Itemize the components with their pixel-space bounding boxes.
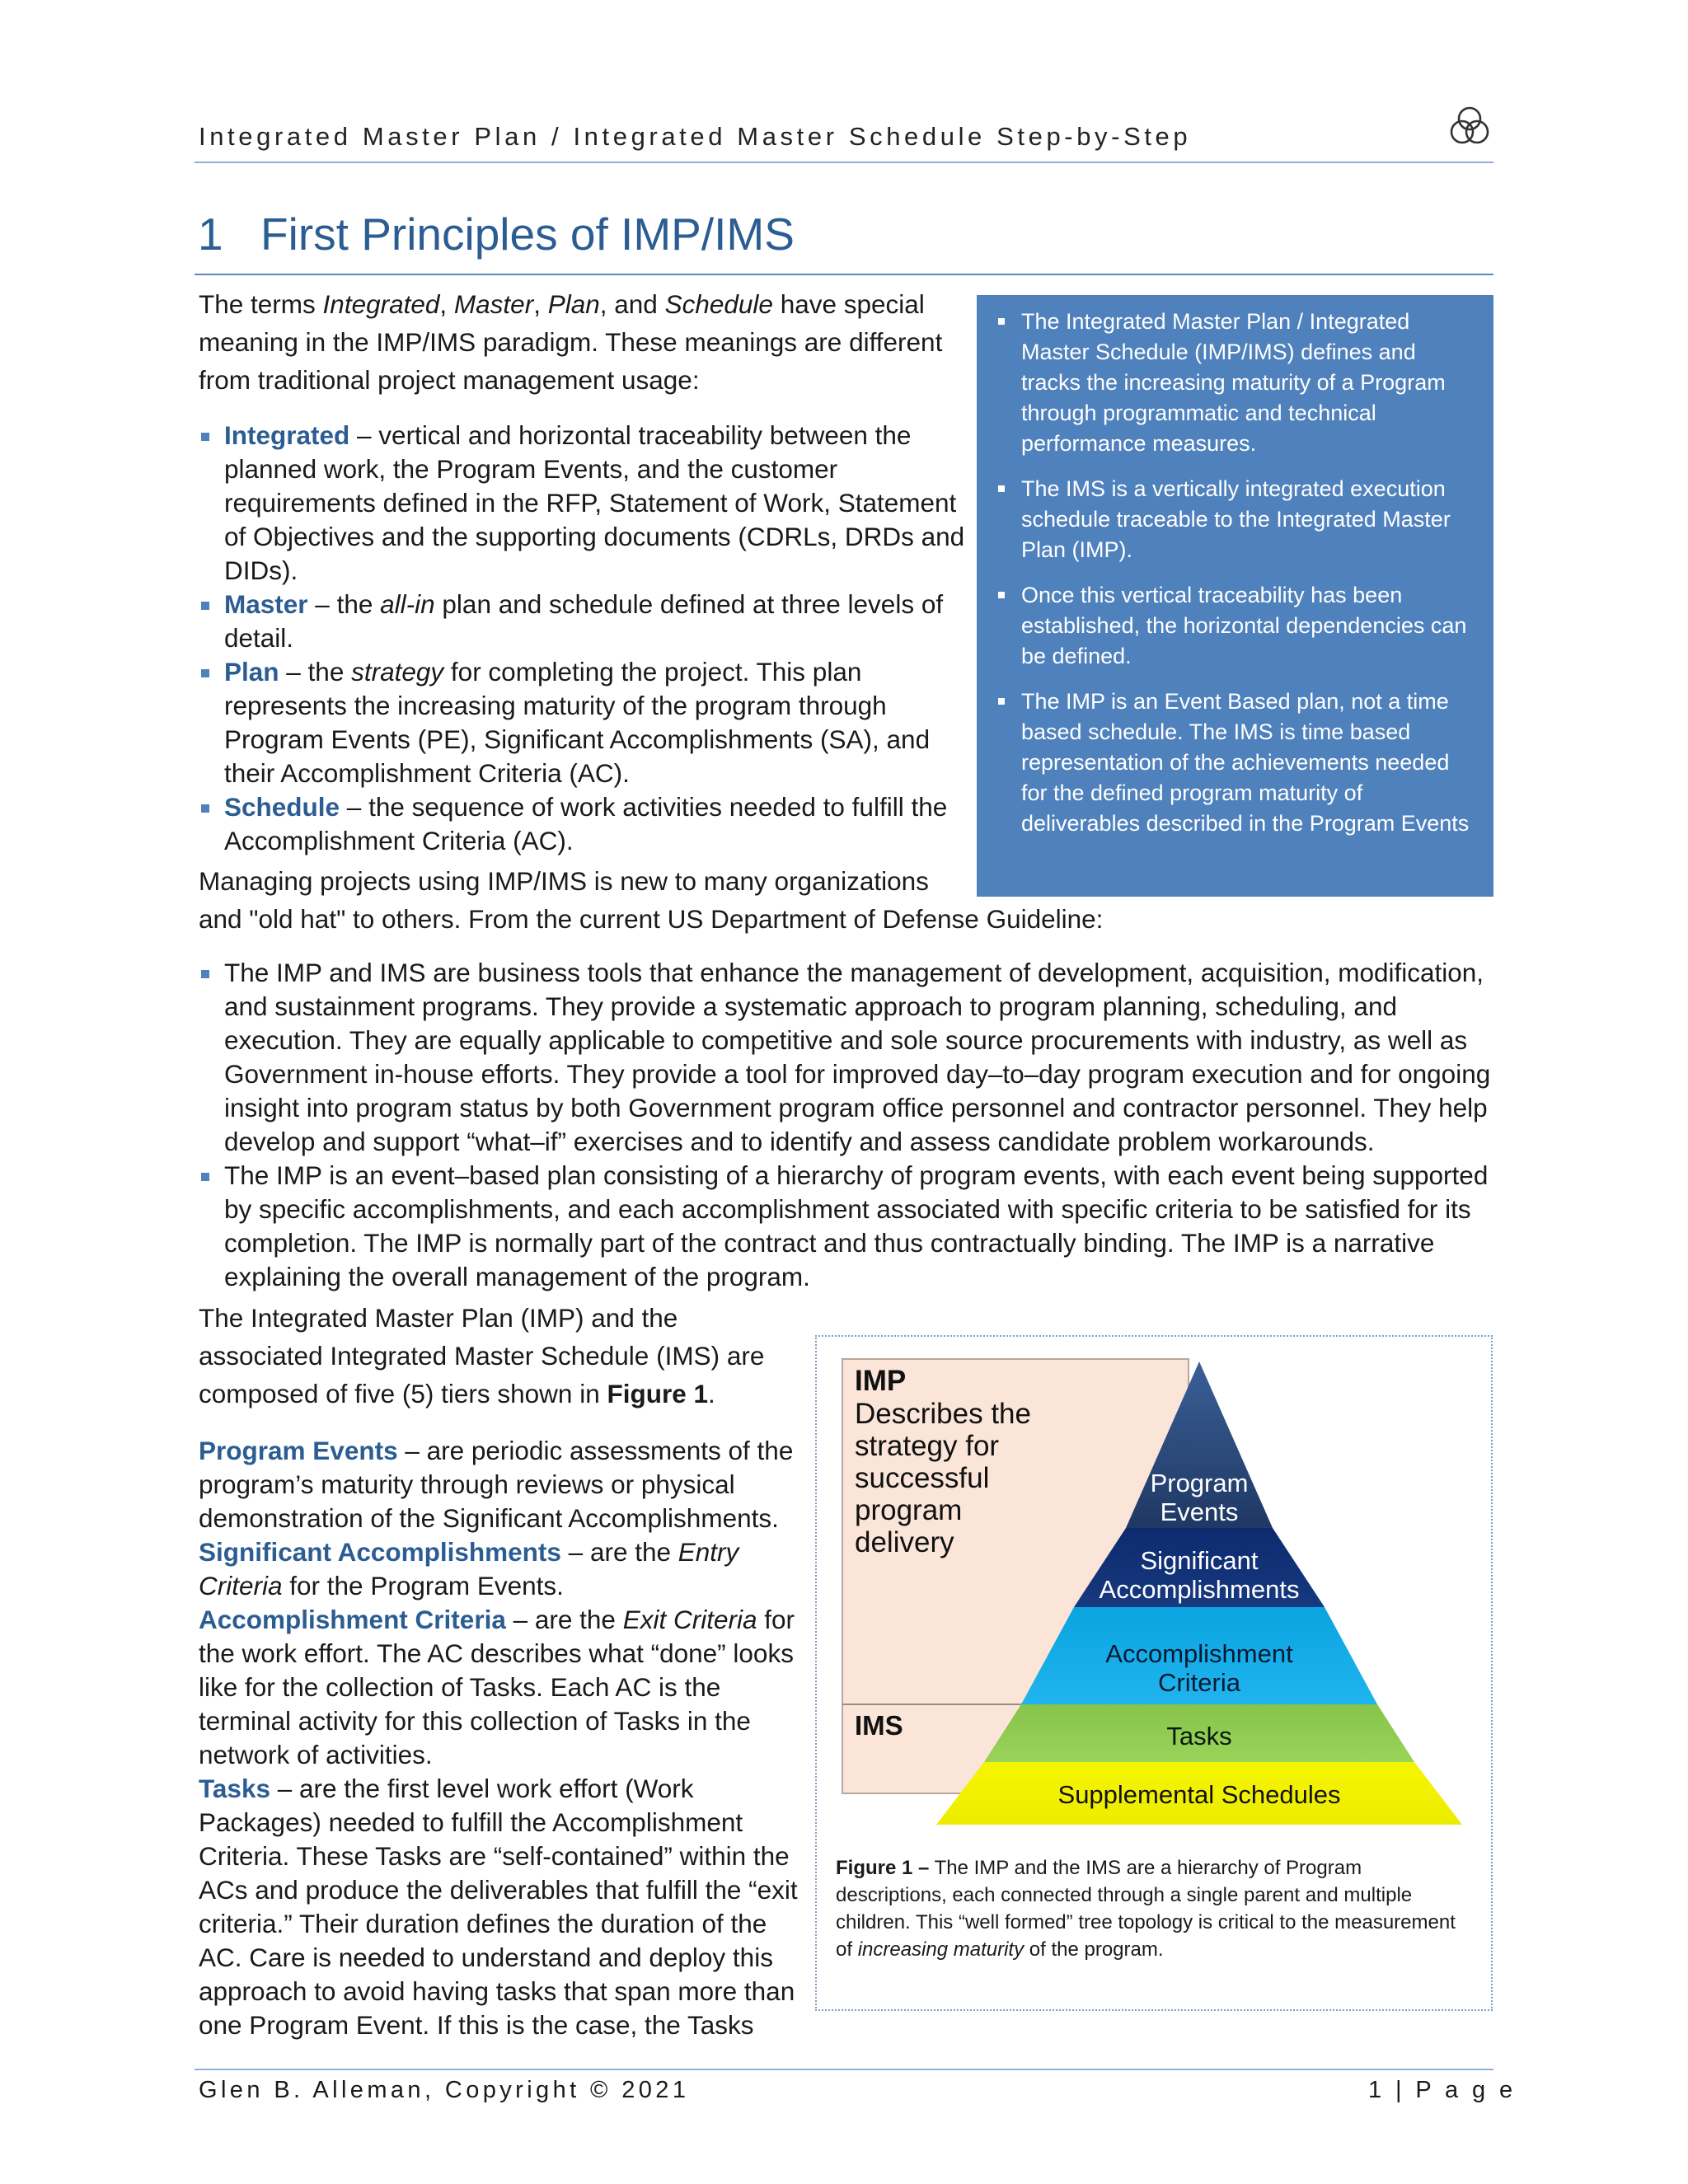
guideline-list xyxy=(199,956,1497,1294)
sidebar-item: The IMS is a vertically integrated execution schedule traceable to the Integrated Master Plan (IMP). xyxy=(998,474,1475,565)
list-item: Plan – the strategy for completing the project. This plan represents the increasing maturity of the program through Program Events (PE), Significant Accomplishments (SA), and their Accomplishment Criteria (AC). xyxy=(199,655,965,790)
terms-list xyxy=(199,419,965,858)
managing-paragraph: Managing projects using IMP/IMS is new to many organizations and "old hat" to others. From the current US Department of Defense Guideline: xyxy=(199,866,1104,934)
sidebar-item: Once this vertical traceability has been established, the horizontal dependencies can be defined. xyxy=(998,580,1475,672)
def-program-events: Program Events – are periodic assessments of the program’s maturity through reviews or physical demonstration of the Significant Accomplishments. xyxy=(199,1436,794,1533)
section-number: 1 xyxy=(198,209,223,260)
section-heading xyxy=(198,208,795,260)
imp-desc-line: Describes the xyxy=(855,1398,1031,1430)
list-item: Schedule – the sequence of work activities needed to fulfill the Accomplishment Criteria (AC). xyxy=(199,790,965,858)
tier-label: Accomplishment xyxy=(1105,1639,1293,1668)
imp-ims-pyramid-figure xyxy=(815,1335,1493,1846)
list-item: The IMP and IMS are business tools that enhance the management of development, acquisition, modification, and sustainment programs. They provide a systematic approach to program planning, scheduling, and execution. They are equally applicable to competitive and sole source procurements with industry, as well as Government in-house efforts. They provide a tool for improved day–to–day program execution and for ongoing insight into program status by both Government program office personnel and contractor personnel. They help develop and support “what–if” exercises and to identify and assess candidate problem workarounds. xyxy=(199,956,1497,1159)
footer-divider xyxy=(195,2069,1493,2070)
list-item: Integrated – vertical and horizontal traceability between the planned work, the Program Events, and the customer requirements defined in the RFP, Statement of Work, Statement of Objectives and the supporting documents (CDRLs, DRDs and DIDs). xyxy=(199,419,965,588)
def-tasks: Tasks – are the first level work effort (Work Packages) needed to fulfill the Accomplishment Criteria. These Tasks are “self-contained” within the ACs and produce the deliverables that fulfill the “exit criteria.” Their duration defines the duration of the AC. Care is needed to understand and deploy this approach to avoid having tasks that span more than one Program Event. If this is the case, the Tasks xyxy=(199,1774,798,2040)
intro-paragraph: The terms Integrated, Master, Plan, and Schedule have special meaning in the IMP/IMS paradigm. These meanings are different from traditional project management usage: xyxy=(199,289,943,395)
tier-label: Significant xyxy=(1140,1546,1259,1575)
ims-label: IMS xyxy=(855,1710,903,1741)
imp-desc-line: successful xyxy=(855,1462,990,1494)
tier-label: Tasks xyxy=(1166,1722,1232,1750)
def-significant-accomplishments: Significant Accomplishments – are the Entry Criteria for the Program Events. xyxy=(199,1537,739,1601)
def-accomplishment-criteria: Accomplishment Criteria – are the Exit Criteria for the work effort. The AC describes what “done” looks like for the collection of Tasks. Each AC is the terminal activity for this collection of Tasks in the network of activities. xyxy=(199,1605,795,1769)
header-divider xyxy=(195,162,1493,163)
section-title: First Principles of IMP/IMS xyxy=(260,209,795,260)
page-number: 1 | P a g e xyxy=(1368,2077,1517,2103)
tiers-intro: The Integrated Master Plan (IMP) and the associated Integrated Master Schedule (IMS) are composed of five (5) tiers shown in Figure 1. xyxy=(199,1303,765,1408)
tier-label: Accomplishments xyxy=(1099,1575,1300,1604)
tier-label: Events xyxy=(1160,1497,1239,1526)
imp-desc-line: program xyxy=(855,1494,963,1526)
tier-label: Supplemental Schedules xyxy=(1057,1780,1341,1809)
figure-caption: Figure 1 – The IMP and the IMS are a hierarchy of Program descriptions, each connected through a single parent and multiple children. This “well formed” tree topology is critical to the measurement of increasing maturity of the program. xyxy=(836,1857,1456,1961)
definitions xyxy=(199,1434,800,2042)
list-item: Master – the all-in plan and schedule defined at three levels of detail. xyxy=(199,588,965,655)
heading-divider xyxy=(195,274,1493,275)
tier-label: Criteria xyxy=(1158,1668,1240,1697)
imp-desc-line: strategy for xyxy=(855,1430,1000,1462)
sidebar-item: The IMP is an Event Based plan, not a time based schedule. The IMS is time based representation of the achievements needed for the defined program maturity of deliverables described in the Program Events xyxy=(998,687,1475,839)
running-header: Integrated Master Plan / Integrated Master Schedule Step-by-Step xyxy=(199,122,1192,151)
interlocking-rings-icon xyxy=(1447,104,1493,150)
sidebar-item: The Integrated Master Plan / Integrated Master Schedule (IMP/IMS) defines and tracks the increasing maturity of a Program through programmatic and technical performance measures. xyxy=(998,307,1475,459)
tier-label: Program xyxy=(1150,1469,1249,1497)
imp-label: IMP xyxy=(855,1365,907,1397)
footer-copyright: Glen B. Alleman, Copyright © 2021 xyxy=(199,2077,690,2103)
imp-desc-line: delivery xyxy=(855,1526,954,1558)
list-item: The IMP is an event–based plan consisting of a hierarchy of program events, with each event being supported by specific accomplishments, and each accomplishment associated with specific criteria to be satisfied for its completion. The IMP is normally part of the contract and thus contractually binding. The IMP is a narrative explaining the overall management of the program. xyxy=(199,1159,1497,1294)
summary-sidebar xyxy=(977,295,1493,897)
